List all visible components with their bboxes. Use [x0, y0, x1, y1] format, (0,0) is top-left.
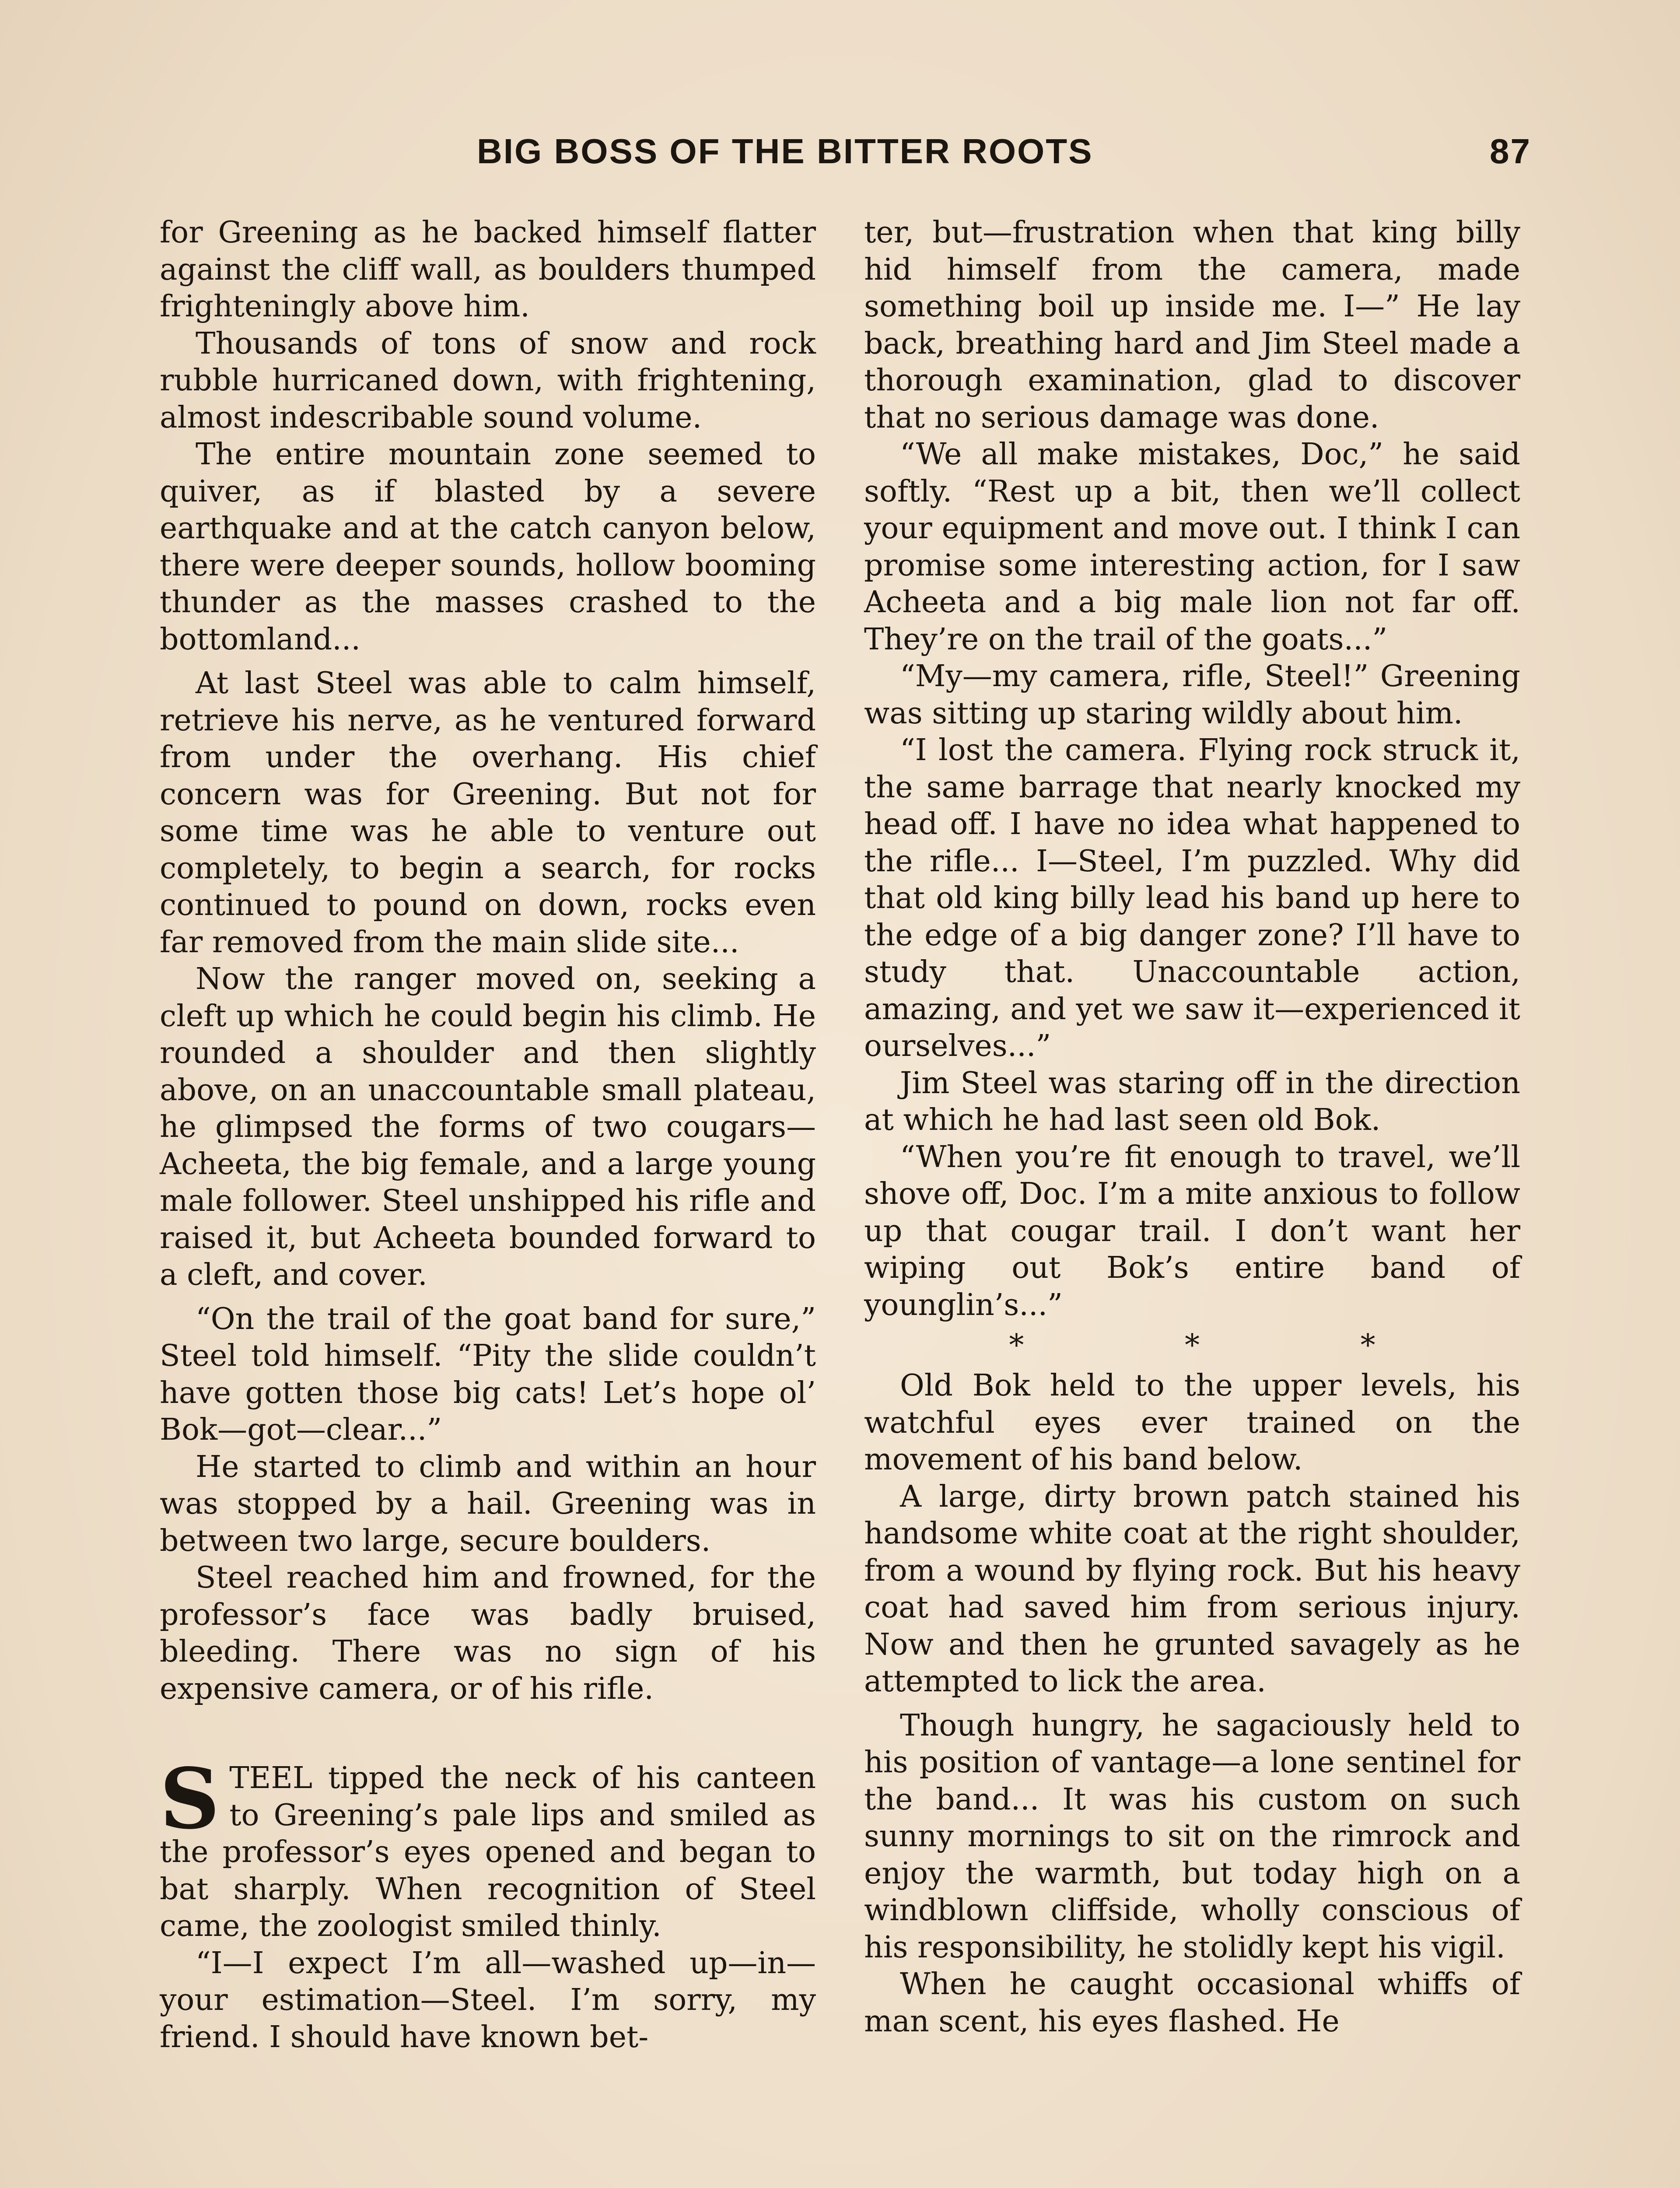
paragraph: “My—my camera, rifle, Steel!” Greening was sitting up staring wildly about him. — [864, 659, 1520, 731]
paragraph: Though hungry, he sagaciously held to his position of vantage—a lone sentinel for the band... It was his custom on such sunny mornings to sit on the rimrock and enjoy the warmth, but today high on a windblown cliffside, wholly conscious of his responsibility, he stolidly kept his vigil. — [864, 1708, 1520, 1965]
paragraph: Old Bok held to the upper levels, his watchful eyes ever trained on the movement of his band below. — [864, 1368, 1520, 1477]
paragraph-text: TEEL tipped the neck of his canteen to Greening’s pale lips and smiled as the professor’s eyes opened and began to bat sharply. When recognition of Steel came, the zoologist smiled thinly. — [160, 1761, 816, 1943]
paragraph: Thousands of tons of snow and rock rubble hurricaned down, with frightening, almost indescribable sound volume. — [160, 326, 816, 435]
paragraph: Now the ranger moved on, seeking a cleft up which he could begin his climb. He rounded a shoulder and then slightly above, on an unaccountable small plateau, he glimpsed the forms of two cougars—Acheeta, the big female, and a large young male follower. Steel unshipped his rifle and raised it, but Acheeta bounded forward to a cleft, and cover. — [160, 962, 816, 1292]
paragraph: Steel reached him and frowned, for the professor’s face was badly bruised, bleeding. There was no sign of his expensive camera, or of his rifle. — [160, 1560, 816, 1706]
paragraph: “When you’re fit enough to travel, we’ll shove off, Doc. I’m a mite anxious to follow up that cougar trail. I don’t want her wiping out Bok’s entire band of younglin’s...” — [864, 1140, 1520, 1322]
paragraph: “We all make mistakes, Doc,” he said softly. “Rest up a bit, then we’ll collect your equipment and move out. I think I can promise some interesting action, for I saw Acheeta and a big male lion not far off. They’re on the trail of the goats...” — [864, 437, 1520, 657]
paragraph: Jim Steel was staring off in the direction at which he had last seen old Bok. — [864, 1066, 1520, 1137]
paragraph: ter, but—frustration when that king billy hid himself from the camera, made something boil up inside me. I—” He lay back, breathing hard and Jim Steel made a thorough examination, glad to discover that no serious damage was done. — [864, 215, 1520, 435]
page-number: 87 — [1490, 132, 1531, 171]
separator-star: * — [1185, 1328, 1200, 1363]
paragraph: “I lost the camera. Flying rock struck it, the same barrage that nearly knocked my head off. I have no idea what happened to the rifle... I—Steel, I’m puzzled. Why did that old king billy lead his band up here to the edge of a big danger zone? I’ll have to study that. Unaccountable action, amazing, and yet we saw it—experienced it ourselves...” — [864, 733, 1520, 1063]
paragraph: A large, dirty brown patch stained his handsome white coat at the right shoulder, from a wound by flying rock. But his heavy coat had saved him from serious injury. Now and then he grunted savagely as he attempted to lick the area. — [864, 1479, 1520, 1699]
separator-star: * — [1009, 1328, 1024, 1363]
paragraph: “On the trail of the goat band for sure,” Steel told himself. “Pity the slide couldn’t have gotten those big cats! Let’s hope ol’ Bok—got—clear...” — [160, 1301, 816, 1447]
paragraph: When he caught occasional whiffs of man scent, his eyes flashed. He — [864, 1967, 1520, 2039]
left-column — [160, 214, 816, 2056]
page-header — [158, 131, 1531, 179]
paragraph: At last Steel was able to calm himself, retrieve his nerve, as he ventured forward from under the overhang. His chief concern was for Greening. But not for some time was he able to venture out completely, to begin a search, for rocks continued to pound on down, rocks even far removed from the main slide site... — [160, 666, 816, 960]
paragraph: The entire mountain zone seemed to quiver, as if blasted by a severe earthquake and at the catch canyon below, there were deeper sounds, hollow booming thunder as the masses crashed to the bottomland... — [160, 437, 816, 657]
separator-star: * — [1360, 1328, 1376, 1363]
running-title: BIG BOSS OF THE BITTER ROOTS — [477, 132, 1093, 171]
paragraph: He started to climb and within an hour was stopped by a hail. Greening was in between two large, secure boulders. — [160, 1449, 816, 1558]
paragraph: “I—I expect I’m all—washed up—in—your estimation—Steel. I’m sorry, my friend. I should have known bet- — [160, 1946, 816, 2055]
drop-cap: S — [160, 1750, 220, 1848]
dropcap-paragraph — [160, 1750, 816, 1945]
paragraph: for Greening as he backed himself flatter against the cliff wall, as boulders thumped frighteningly above him. — [160, 215, 816, 324]
right-column — [864, 214, 1520, 2040]
section-separator — [864, 1324, 1520, 1368]
